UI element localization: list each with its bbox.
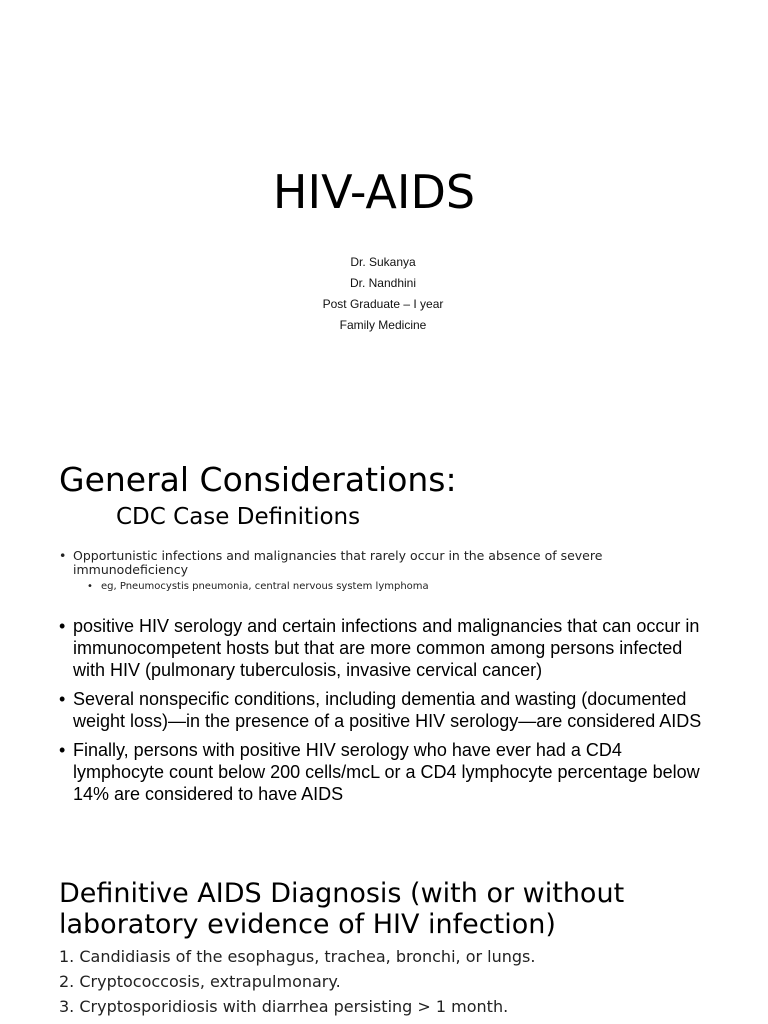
list-item-text: Several nonspecific conditions, including dementia and wasting (documented weight loss)—in the presence of a positive HIV serology—are considered AIDS bbox=[73, 689, 702, 731]
slide-subheading: CDC Case Definitions bbox=[116, 504, 361, 530]
list-item-text: positive HIV serology and certain infections and malignancies that can occur in immunocompetent hosts but that are more common among persons infected with HIV (pulmonary tuberculosis, invasive cervical cancer) bbox=[73, 616, 700, 680]
title-slide bbox=[0, 0, 768, 430]
bullet-icon: • bbox=[59, 548, 67, 563]
list-item bbox=[59, 739, 709, 805]
list-item bbox=[59, 581, 699, 593]
bullet-icon: • bbox=[59, 689, 66, 709]
presentation-title: HIV-AIDS bbox=[272, 165, 476, 219]
definitive-diagnosis-slide bbox=[0, 874, 768, 1024]
general-considerations-slide bbox=[0, 452, 768, 852]
list-item-text: Finally, persons with positive HIV serology who have ever had a CD4 lymphocyte count below 200 cells/mcL or a CD4 lymphocyte percentage below 14% are considered to have AIDS bbox=[73, 740, 700, 804]
slide-heading: General Considerations: bbox=[59, 460, 457, 499]
author-line: Post Graduate – I year bbox=[322, 297, 444, 311]
slide-heading: Definitive AIDS Diagnosis (with or without laboratory evidence of HIV infection) bbox=[59, 878, 625, 940]
list-item: 2. Cryptococcosis, extrapulmonary. bbox=[59, 972, 341, 991]
list-item: 1. Candidiasis of the esophagus, trachea, bronchi, or lungs. bbox=[59, 947, 536, 966]
author-line: Dr. Nandhini bbox=[349, 276, 417, 290]
small-bullet-list bbox=[59, 549, 699, 593]
numbered-list bbox=[59, 944, 759, 1019]
bullet-icon: • bbox=[59, 616, 66, 636]
bullet-icon: • bbox=[59, 740, 66, 760]
author-block bbox=[0, 252, 766, 336]
list-item bbox=[59, 549, 699, 577]
list-item bbox=[59, 688, 709, 732]
list-item-text: Opportunistic infections and malignancies that rarely occur in the absence of severe immunodeficiency bbox=[73, 548, 603, 577]
author-line: Dr. Sukanya bbox=[350, 255, 416, 269]
list-item-text: eg, Pneumocystis pneumonia, central nervous system lymphoma bbox=[101, 581, 429, 592]
author-line: Family Medicine bbox=[339, 318, 427, 332]
list-item: 3. Cryptosporidiosis with diarrhea persisting > 1 month. bbox=[59, 997, 509, 1016]
list-item bbox=[59, 615, 709, 681]
bullet-icon: • bbox=[87, 581, 93, 592]
bullet-list bbox=[59, 615, 709, 812]
